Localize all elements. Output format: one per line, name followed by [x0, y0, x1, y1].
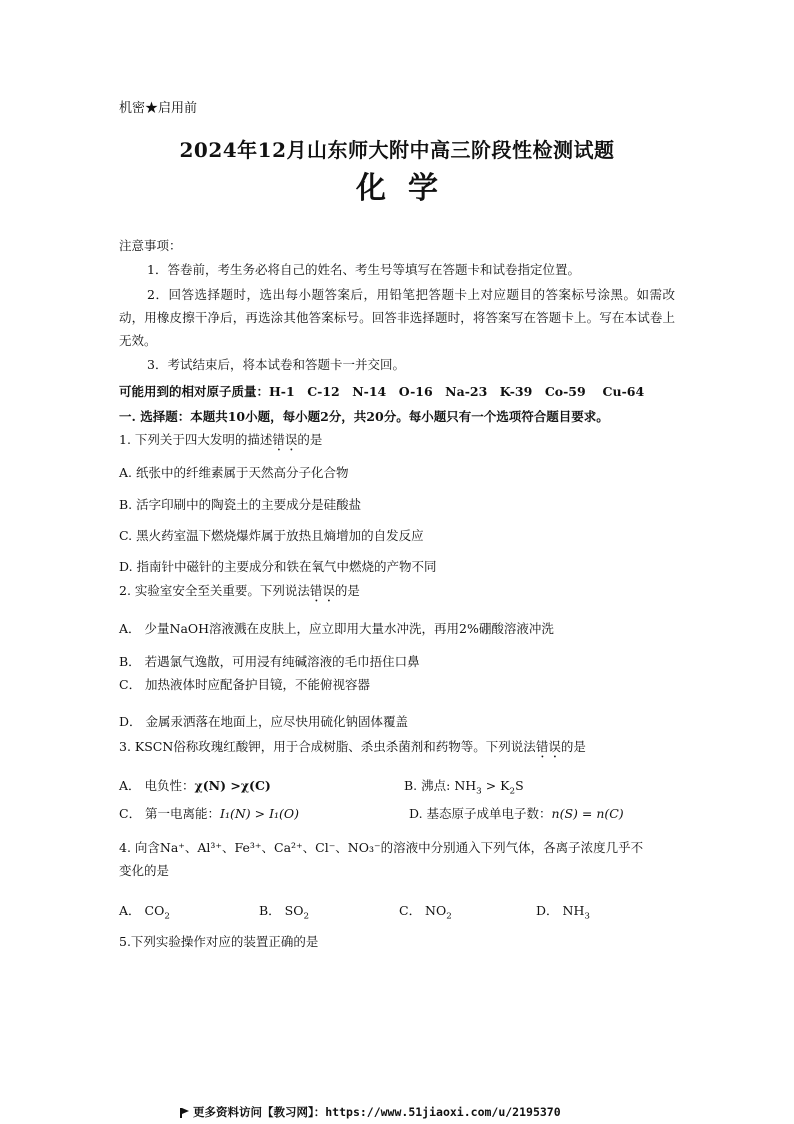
question-3-option-b-sub1: 3: [476, 786, 482, 797]
footer-link[interactable]: [180, 1104, 561, 1120]
question-3-option-a: [119, 777, 271, 795]
question-3-option-b-part2: > K: [481, 778, 510, 793]
question-1-option-b: B. 活字印刷中的陶瓷土的主要成分是硅酸盐: [119, 497, 362, 512]
question-4-option-d-formula: NH: [562, 903, 585, 918]
question-2-option-c: C． 加热液体时应配备护目镜，不能俯视容器: [119, 677, 371, 692]
question-1-stem-start: 1. 下列关于四大发明的描述: [119, 432, 273, 447]
question-4-option-d-label: D．: [536, 903, 563, 918]
question-3-option-b-part1: NH: [454, 778, 477, 793]
footer-text[interactable]: 更多资料访问【教习网】：https://www.51jiaoxi.com/u/2195370: [193, 1105, 561, 1119]
question-3-option-b-sub2: 2: [509, 786, 516, 797]
question-3-option-d: [409, 805, 624, 823]
question-3-option-c-label: C． 第一电离能：: [119, 806, 221, 821]
notes-item-3: 3．考试结束后，将本试卷和答题卡一并交回。: [147, 357, 405, 372]
question-2-emphasis: 错误: [309, 583, 335, 598]
question-4-option-a-sub: 2: [164, 911, 170, 922]
question-4-option-b-sub: 2: [303, 911, 310, 922]
question-4-option-c-label: C．: [399, 903, 426, 918]
question-4-option-b-formula: SO: [284, 903, 304, 918]
flag-icon: [180, 1108, 188, 1117]
question-5-stem: 5.下列实验操作对应的装置正确的是: [119, 934, 319, 949]
question-2-option-a: A． 少量NaOH溶液溅在皮肤上，应立即用大量水冲洗，再用2%硼酸溶液冲洗: [119, 621, 554, 636]
question-1-option-a: A. 纸张中的纤维素属于天然高分子化合物: [119, 465, 349, 480]
question-3-option-a-expr: χ(N) >χ(C): [194, 778, 271, 793]
question-1-option-d: D. 指南针中磁针的主要成分和铁在氧气中燃烧的产物不同: [119, 559, 437, 574]
notes-item-2: 2．回答选择题时，选出每小题答案后，用铅笔把答题卡上对应题目的答案标号涂黑。如需改动，用橡皮擦干净后，再选涂其他答案标号。回答非选择题时，将答案写在答题卡上。写在本试卷上无效。: [119, 287, 675, 348]
question-4-option-d: [536, 902, 590, 926]
question-3-emphasis: 错误: [535, 739, 561, 754]
question-3-option-d-expr: n(S) = n(C): [551, 806, 624, 821]
exam-title: 2024年12月山东师大附中高三阶段性检测试题: [179, 138, 615, 162]
question-4-option-a-label: A．: [119, 903, 145, 918]
question-3-option-b-part3: S: [515, 778, 524, 793]
question-2-stem: [119, 582, 360, 605]
question-1-option-c: C. 黑火药室温下燃烧爆炸属于放热且熵增加的自发反应: [119, 528, 424, 543]
question-3-option-b: [404, 777, 524, 801]
question-3-stem-start: 3. KSCN俗称玫瑰红酸钾，用于合成树脂、杀虫杀菌剂和药物等。下列说法: [119, 739, 536, 754]
question-1-emphasis: 错误: [272, 432, 298, 447]
notes-heading: 注意事项：: [119, 238, 182, 253]
question-4-option-c: [399, 902, 452, 926]
question-4-line-2: 变化的是: [119, 863, 170, 878]
question-2-stem-start: 2. 实验室安全至关重要。下列说法: [119, 583, 310, 598]
question-3-option-a-label: A． 电负性：: [119, 778, 195, 793]
question-4-option-a: [119, 902, 170, 926]
notes-item-1: 1．答卷前，考生务必将自己的姓名、考生号等填写在答题卡和试卷指定位置。: [147, 262, 580, 277]
question-1-stem: [119, 431, 322, 454]
question-3-option-d-label: D. 基态原子成单电子数：: [409, 806, 552, 821]
question-2-option-d: D． 金属汞洒落在地面上，应尽快用硫化钠固体覆盖: [119, 714, 408, 729]
question-3-option-c-expr: I₁(N) > I₁(O): [220, 806, 300, 821]
question-3-option-c: [119, 805, 299, 823]
question-4-option-a-formula: CO: [144, 903, 165, 918]
question-3-option-b-label: B. 沸点:: [404, 778, 455, 793]
question-4-option-b: [259, 902, 309, 926]
section-heading: 一. 选择题：本题共10小题，每小题2分，共20分。每小题只有一个选项符合题目要求。: [119, 409, 609, 424]
subject-title: 化学: [356, 171, 460, 206]
question-2-stem-end: 的是: [334, 583, 360, 598]
question-4-option-d-sub: 3: [584, 911, 590, 922]
question-4-option-c-formula: NO: [425, 903, 447, 918]
question-3-stem: [119, 738, 586, 761]
question-3-stem-end: 的是: [560, 739, 586, 754]
confidential-label: 机密★启用前: [119, 101, 198, 116]
question-2-option-b: B． 若遇氯气逸散，可用浸有纯碱溶液的毛巾捂住口鼻: [119, 654, 420, 669]
question-4-option-c-sub: 2: [446, 911, 452, 922]
question-4-option-b-label: B．: [259, 903, 285, 918]
question-4-line-1: 4. 向含Na⁺、Al³⁺、Fe³⁺、Ca²⁺、Cl⁻、NO₃⁻的溶液中分别通入下列气体，各离子浓度几乎不: [119, 840, 644, 855]
question-1-stem-end: 的是: [297, 432, 323, 447]
atomic-masses: 可能用到的相对原子质量：H-1 C-12 N-14 O-16 Na-23 K-39 Co-59 Cu-64: [119, 384, 645, 399]
